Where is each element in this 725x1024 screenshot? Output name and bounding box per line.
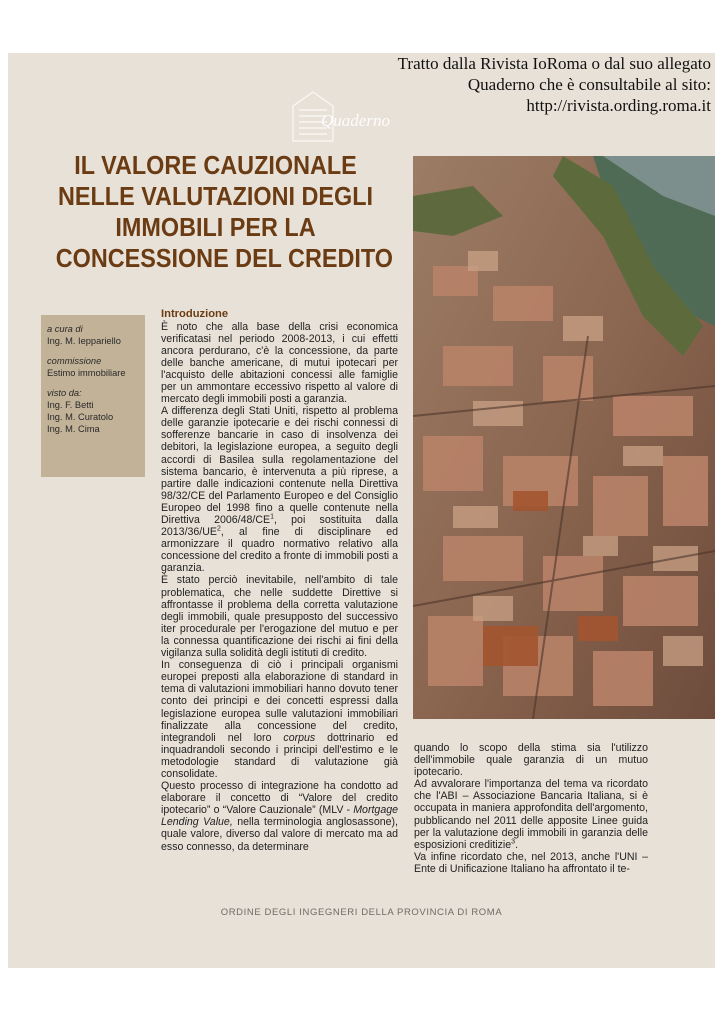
paragraph: Questo processo di integrazione ha condotto ad elaborare il concetto di “Valore del credito ipotecario” o “Valore Cauzionale” (MLV - Mortgage Lending Value, nella terminologia anglosassone), quale valore, diverso dal valore di mercato ma ad esso connesso, da determinare [161, 780, 398, 853]
quaderno-logo [291, 86, 401, 146]
aerial-photo-illustration [413, 156, 715, 719]
magazine-page [8, 53, 715, 968]
section-heading: Introduzione [161, 308, 229, 320]
logo-text: Quaderno [321, 111, 390, 130]
commission-label: commissione [47, 356, 102, 366]
title-line: IL VALORE CAUZIONALE [74, 150, 357, 180]
paragraph: Va infine ricordato che, nel 2013, anche l'UNI – Ente di Unificazione Italiano ha affrontato il te- [414, 850, 648, 875]
reviewer-name: Ing. F. Betti [47, 400, 94, 410]
paragraph: È noto che alla base della crisi economica verificatasi nel periodo 2008-2013, i cui effetti ancora perdurano, c'è la concessione, da parte delle banche americane, di mutui ipotecari per l'acquisto delle abitazioni concessi alle famiglie per un ammontare eccessivo rispetto al valore di mercato degli immobili posti a garanzia. [161, 320, 398, 406]
reviewer-name: Ing. M. Curatolo [47, 412, 114, 422]
paragraph: quando lo scopo della stima sia l'utilizzo dell'immobile quale garanzia di un mutuo ipotecario. [414, 742, 648, 779]
curated-name: Ing. M. Ieppariello [47, 336, 121, 346]
article-title [55, 150, 393, 274]
title-line: IMMOBILI PER LA [115, 212, 316, 242]
reviewer-name: Ing. M. Cima [47, 424, 100, 434]
commission-name: Estimo immobiliare [47, 368, 126, 378]
paragraph: Ad avvalorare l'importanza del tema va ricordato che l'ABI – Associazione Bancaria Italiana, si è occupata in maniera approfondita dell'argomento, pubblicando nel 2011 delle apposite Linee guida per la valutazione degli immobili in garanzia delle esposizioni creditizie$^3$. [414, 778, 648, 851]
title-line: CONCESSIONE DEL CREDITO [55, 243, 393, 273]
curated-label: a cura di [47, 324, 83, 334]
title-line: NELLE VALUTAZIONI DEGLI [57, 181, 374, 211]
paragraph: È stato perciò inevitabile, nell'ambito di tale problematica, che nelle suddette Direttive si affrontasse il problema della corretta valutazione degli immobili, quale presupposto del successivo iter procedurale per l'erogazione del mutuo e per la connessa quantificazione dei rischi ai fini della vigilanza sulla solidità degli istituti di credito. [161, 574, 398, 660]
article-body [161, 308, 398, 853]
paragraph: A differenza degli Stati Uniti, rispetto al problema delle garanzie ipotecarie e dei rischi connessi di sofferenze bancarie in caso di insolvenza dei debitori, la legislazione europea, a seguito degli accordi di Basilea sulla regolamentazione del sistema bancario, è intervenuta a più riprese, a partire dalle indicazioni contenute nella Direttiva 98/32/CE del Parlamento Europeo e del Consiglio Europeo del 1998 fino a quelle contenute nella Direttiva $2006/48/CE^1$, poi sostituita dalla $2013/36/UE^2$, al fine di disciplinare ed armonizzare il quadro normativo relativo alla concessione del credito a fronte di immobili posti a garanzia. [161, 405, 398, 575]
source-note-line-2: Quaderno che è consultabile al sito: [467, 75, 711, 94]
aerial-city-photo [413, 156, 715, 719]
credits-sidebar [41, 315, 145, 477]
reviewed-label: visto da: [47, 388, 82, 398]
source-note-url[interactable]: http://rivista.ording.roma.it [526, 96, 711, 115]
paragraph: In conseguenza di ciò i principali organismi europei preposti alla elaborazione di standard in tema di valutazioni immobiliari hanno dovuto tener conto dei principi e dei concetti espressi dalla legislazione europea sulle valutazioni immobiliari finalizzate alla concessione del credito, integrandoli nel loro corpus dottrinario ed inquadrandoli secondo i principi dell'estimo e le metodologie standard di valutazione già consolidate. [161, 659, 399, 780]
source-note [351, 53, 711, 116]
article-body-continued [414, 742, 648, 875]
source-note-line-1: Tratto dalla Rivista IoRoma o dal suo allegato [397, 54, 711, 73]
page-footer: ORDINE DEGLI INGEGNERI DELLA PROVINCIA DI ROMA [220, 907, 503, 918]
